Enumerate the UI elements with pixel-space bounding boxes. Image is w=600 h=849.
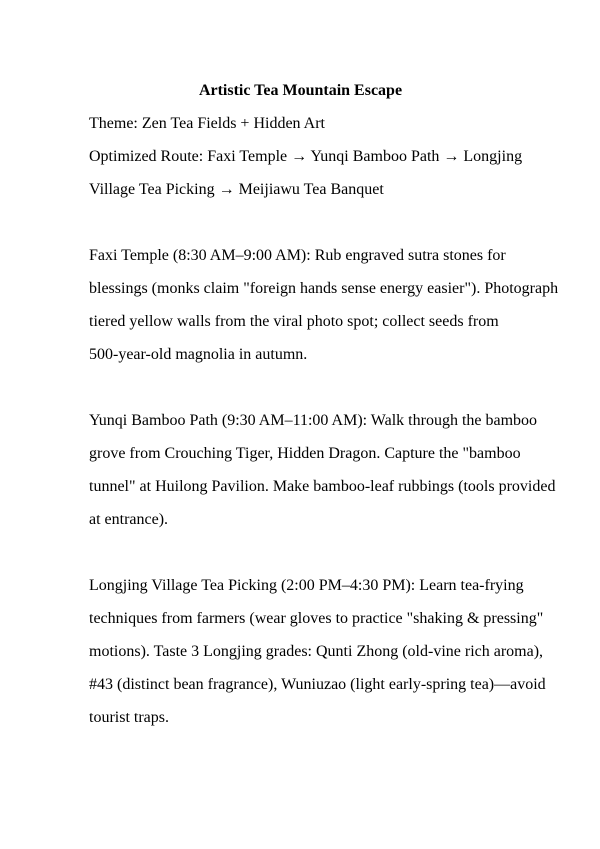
paragraph-faxi-temple bbox=[89, 239, 559, 371]
paragraph-longjing-village-tea-picking bbox=[89, 569, 546, 734]
text-line: tiered yellow walls from the viral photo spot; collect seeds from bbox=[89, 313, 499, 330]
text-line: tunnel" at Huilong Pavilion. Make bamboo-leaf rubbings (tools provided bbox=[89, 478, 556, 495]
paragraph-yunqi-bamboo-path bbox=[89, 404, 556, 536]
document-body bbox=[89, 107, 559, 734]
text-line: 500-year-old magnolia in autumn. bbox=[89, 346, 308, 363]
text-line: Village Tea Picking → Meijiawu Tea Banquet bbox=[89, 181, 384, 198]
text-line: at entrance). bbox=[89, 511, 169, 528]
text-line: motions). Taste 3 Longjing grades: Qunti Zhong (old-vine rich aroma), bbox=[89, 643, 544, 660]
text-line: techniques from farmers (wear gloves to practice "shaking & pressing" bbox=[89, 610, 544, 627]
text-line: grove from Crouching Tiger, Hidden Dragon. Capture the "bamboo bbox=[89, 445, 521, 462]
text-line: Longjing Village Tea Picking (2:00 PM–4:30 PM): Learn tea-frying bbox=[89, 577, 524, 594]
text-line: Optimized Route: Faxi Temple → Yunqi Bamboo Path → Longjing bbox=[89, 148, 523, 165]
text-line: Theme: Zen Tea Fields + Hidden Art bbox=[89, 115, 325, 132]
text-line: blessings (monks claim "foreign hands sense energy easier"). Photograph bbox=[89, 280, 559, 297]
text-line: Yunqi Bamboo Path (9:30 AM–11:00 AM): Walk through the bamboo bbox=[89, 412, 538, 429]
text-line: Faxi Temple (8:30 AM–9:00 AM): Rub engraved sutra stones for bbox=[89, 247, 506, 264]
paragraph-theme bbox=[89, 107, 512, 140]
text-line: tourist traps. bbox=[89, 709, 169, 726]
text-line: #43 (distinct bean fragrance), Wuniuzao (light early-spring tea)—avoid bbox=[89, 676, 546, 693]
paragraph-optimized-route bbox=[89, 140, 523, 206]
document-title: Artistic Tea Mountain Escape bbox=[198, 82, 403, 99]
